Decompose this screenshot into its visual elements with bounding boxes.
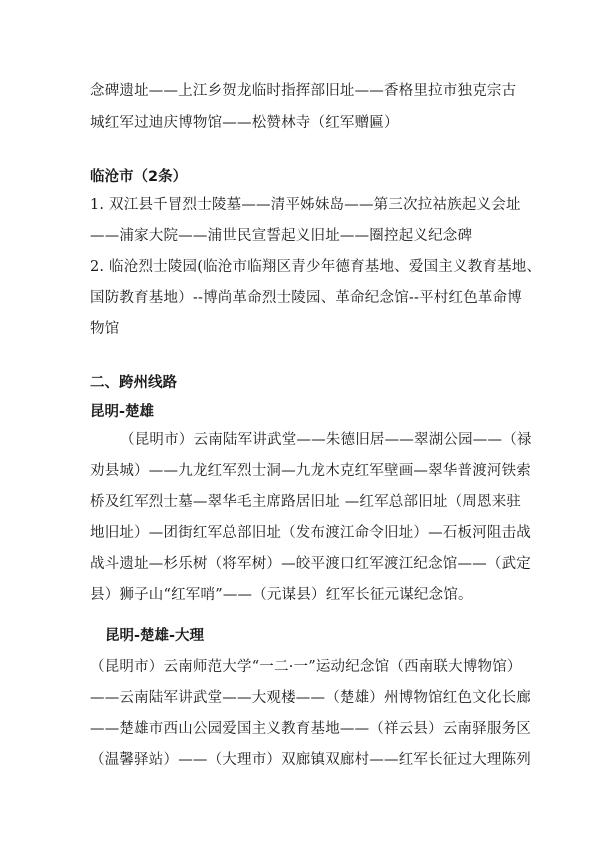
paragraph-line: （昆明市）云南陆军讲武堂——朱德旧居——翠湖公园——（禄: [120, 432, 532, 448]
paragraph-line: 物馆: [90, 321, 120, 337]
paragraph-line: 县）狮子山“红军哨”——（元谋县）红军长征元谋纪念馆。: [90, 587, 473, 603]
paragraph-line: ——云南陆军讲武堂——大观楼——（楚雄）州博物馆红色文化长廊: [90, 690, 531, 706]
paragraph-line: 2. 临沧烈士陵园(临沧市临翔区青少年德育基地、爱国主义教育基地、: [90, 259, 542, 275]
paragraph-line: 桥及红军烈士墓—翠华毛主席路居旧址 —红军总部旧址（周恩来驻: [90, 494, 522, 510]
section-two-heading: 二、跨州线路: [90, 375, 177, 391]
route-km-cx-dl-heading: 昆明-楚雄-大理: [105, 628, 205, 644]
paragraph-line: 国防教育基地）--博尚革命烈士陵园、革命纪念馆--平村红色革命博: [90, 290, 522, 306]
paragraph-line: 劝县城）——九龙红军烈士洞—九龙木克红军壁画—翠华普渡河铁索: [90, 463, 531, 479]
paragraph-line: 1. 双江县千冒烈士陵墓——清平姊妹岛——第三次拉祜族起义会址: [90, 197, 521, 213]
paragraph-line: ——楚雄市西山公园爱国主义教育基地——（祥云县）云南驿服务区: [90, 721, 531, 737]
paragraph-line: 念碑遗址——上江乡贺龙临时指挥部旧址——香格里拉市独克宗古: [90, 83, 517, 99]
paragraph-line: （温馨驿站）——（大理市）双廊镇双廊村——红军长征过大理陈列: [90, 752, 531, 768]
paragraph-line: 城红军过迪庆博物馆——松赞林寺（红军赠匾）: [90, 115, 399, 131]
lincang-heading: 临沧市（2条）: [90, 169, 188, 185]
paragraph-line: （昆明市）云南师范大学“一二·一”运动纪念馆（西南联大博物馆）: [90, 659, 522, 675]
paragraph-line: 战斗遗址—杉乐树（将军树）—皎平渡口红军渡江纪念馆——（武定: [90, 556, 531, 572]
paragraph-line: 地旧址）—团街红军总部旧址（发布渡江命令旧址）—石板河阻击战: [90, 525, 531, 541]
route-km-cx-heading: 昆明-楚雄: [90, 404, 155, 420]
paragraph-line: ——浦家大院——浦世民宣誓起义旧址——圈控起义纪念碑: [90, 228, 473, 244]
